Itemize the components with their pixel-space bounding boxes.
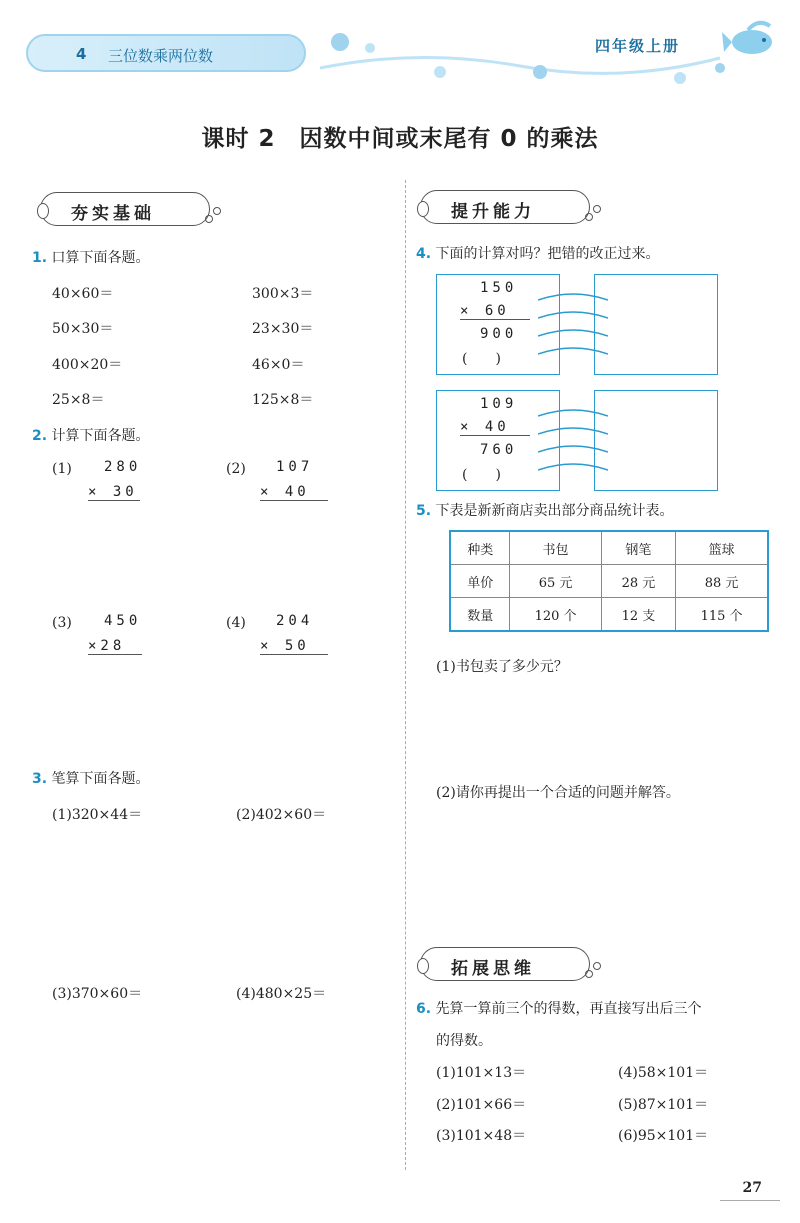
table-cell: 单价: [450, 565, 510, 598]
calc-bottom: × 40: [460, 419, 530, 436]
q3-item: (1)320×44＝: [52, 807, 143, 823]
section-badge-foundation: [40, 192, 210, 226]
q1-item: 50×30＝: [52, 321, 114, 337]
page-number-underline: [720, 1200, 780, 1201]
q2-label: (4): [226, 615, 246, 631]
q6-item: (4)58×101＝: [618, 1065, 709, 1081]
answer-paren[interactable]: ( ): [462, 467, 501, 483]
arc-connector: [538, 406, 608, 486]
q2-label: (1): [52, 461, 72, 477]
q6-item: (1)101×13＝: [436, 1065, 527, 1081]
q1-item: 25×8＝: [52, 392, 105, 408]
answer-paren[interactable]: ( ): [462, 351, 501, 367]
column-divider: [405, 180, 406, 1170]
fish-mascot-icon: [722, 18, 782, 64]
q2-label: (2): [226, 461, 246, 477]
q1-item: 125×8＝: [252, 392, 314, 408]
section-badge-improve: [420, 190, 590, 224]
q1-item: 46×0＝: [252, 357, 305, 373]
question-3: 3. 笔算下面各题。: [32, 771, 150, 787]
q2-top: 280: [104, 459, 142, 475]
calc-result: 900: [480, 326, 518, 342]
correction-box[interactable]: [594, 390, 718, 491]
question-4: 4. 下面的计算对吗？把错的改正过来。: [416, 246, 660, 262]
chapter-title: 三位数乘两位数: [108, 47, 214, 65]
q3-item: (2)402×60＝: [236, 807, 327, 823]
calc-top: 109: [480, 396, 518, 412]
table-header-cell: 钢笔: [601, 531, 675, 565]
section-badge-extend: [420, 947, 590, 981]
sales-table: [449, 530, 769, 632]
q1-item: 300×3＝: [252, 286, 314, 302]
q6-item: (2)101×66＝: [436, 1097, 527, 1113]
chapter-number: 4: [76, 45, 87, 63]
question-2: 2. 计算下面各题。: [32, 428, 150, 444]
q1-item: 23×30＝: [252, 321, 314, 337]
q6-item: (3)101×48＝: [436, 1128, 527, 1144]
table-cell: 数量: [450, 598, 510, 632]
q2-top: 204: [276, 613, 314, 629]
q6-item: (6)95×101＝: [618, 1128, 709, 1144]
q2-bottom: × 50: [260, 638, 328, 655]
chapter-banner: [26, 34, 306, 72]
q2-top: 450: [104, 613, 142, 629]
q3-item: (3)370×60＝: [52, 986, 143, 1002]
calc-top: 150: [480, 280, 518, 296]
question-6: 6. 先算一算前三个的得数，再直接写出后三个: [416, 1001, 702, 1017]
question-6-cont: 的得数。: [436, 1033, 492, 1049]
q2-bottom: ×28: [88, 638, 142, 655]
q3-item: (4)480×25＝: [236, 986, 327, 1002]
question-1: 1. 口算下面各题。: [32, 250, 150, 266]
table-cell: 120 个: [510, 598, 601, 632]
table-cell: 12 支: [601, 598, 675, 632]
arc-connector: [538, 290, 608, 370]
section-title: 提升能力: [451, 202, 535, 222]
q6-item: (5)87×101＝: [618, 1097, 709, 1113]
q5-sub-1: (1)书包卖了多少元？: [436, 659, 568, 675]
q5-sub-2: (2)请你再提出一个合适的问题并解答。: [436, 785, 680, 801]
q2-label: (3): [52, 615, 72, 631]
q2-top: 107: [276, 459, 314, 475]
table-header-cell: 书包: [510, 531, 601, 565]
table-cell: 28 元: [601, 565, 675, 598]
grade-label: 四年级上册: [595, 37, 681, 55]
q2-bottom: × 30: [88, 484, 140, 501]
q2-bottom: × 40: [260, 484, 328, 501]
question-5: 5. 下表是新新商店卖出部分商品统计表。: [416, 503, 674, 519]
q1-item: 40×60＝: [52, 286, 114, 302]
table-header-cell: 种类: [450, 531, 510, 565]
q1-item: 400×20＝: [52, 357, 123, 373]
calc-bottom: × 60: [460, 303, 530, 320]
page-number: 27: [742, 1180, 762, 1196]
section-title: 夯实基础: [71, 204, 155, 224]
table-cell: 115 个: [676, 598, 768, 632]
table-cell: 65 元: [510, 565, 601, 598]
lesson-title: 课时 2 因数中间或末尾有 0 的乘法: [201, 126, 599, 152]
table-header-cell: 篮球: [676, 531, 768, 565]
section-title: 拓展思维: [451, 959, 535, 979]
table-cell: 88 元: [676, 565, 768, 598]
correction-box[interactable]: [594, 274, 718, 375]
bubble-decoration: [300, 28, 770, 88]
calc-result: 760: [480, 442, 518, 458]
